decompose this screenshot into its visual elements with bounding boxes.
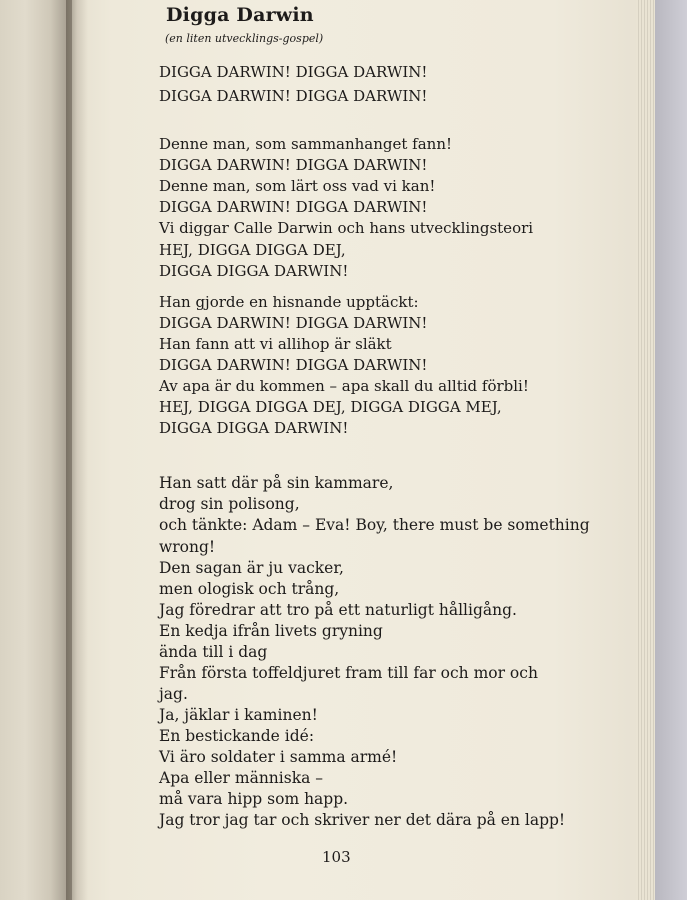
poem-line: Han gjorde en hisnande upptäckt: (159, 293, 419, 311)
poem-line: Av apa är du kommen – apa skall du alltid förbli! (159, 377, 529, 395)
poem-line: Vi äro soldater i samma armé! (159, 748, 398, 766)
poem-line: Denne man, som lärt oss vad vi kan! (159, 177, 436, 195)
poem-line: En bestickande idé: (159, 727, 315, 745)
book-gutter (66, 0, 88, 900)
poem-line: jag. (159, 685, 188, 703)
table-surface (655, 0, 687, 900)
poem-line: HEJ, DIGGA DIGGA DEJ, (159, 241, 346, 259)
poem-line: wrong! (159, 538, 216, 556)
page-edges (636, 0, 656, 900)
poem-title: Digga Darwin (166, 4, 314, 26)
poem-line: En kedja ifrån livets gryning (159, 622, 383, 640)
poem-line: Jag tror jag tar och skriver ner det dära på en lapp! (159, 811, 566, 829)
poem-line: må vara hipp som happ. (159, 790, 349, 808)
poem-line: DIGGA DARWIN! DIGGA DARWIN! (159, 198, 428, 216)
poem-line: DIGGA DARWIN! DIGGA DARWIN! (159, 314, 428, 332)
poem-line: Han fann att vi allihop är släkt (159, 335, 392, 353)
poem-line: och tänkte: Adam – Eva! Boy, there must be something (159, 516, 590, 534)
poem-line: Jag föredrar att tro på ett naturligt hålligång. (159, 601, 517, 619)
poem-line: DIGGA DARWIN! DIGGA DARWIN! (159, 63, 428, 81)
poem-line: Från första toffeldjuret fram till far och mor och (159, 664, 538, 682)
poem-line: ända till i dag (159, 643, 268, 661)
poem-line: drog sin polisong, (159, 495, 300, 513)
poem-line: Vi diggar Calle Darwin och hans utvecklingsteori (159, 219, 534, 237)
poem-line: DIGGA DARWIN! DIGGA DARWIN! (159, 156, 428, 174)
poem-line: Han satt där på sin kammare, (159, 474, 394, 492)
poem-line: DIGGA DARWIN! DIGGA DARWIN! (159, 87, 428, 105)
poem-line: DIGGA DARWIN! DIGGA DARWIN! (159, 356, 428, 374)
page-number: 103 (322, 848, 351, 866)
poem-subtitle: (en liten utvecklings-gospel) (165, 32, 324, 45)
poem-line: Den sagan är ju vacker, (159, 559, 344, 577)
poem-line: Ja, jäklar i kaminen! (159, 706, 318, 724)
left-page (0, 0, 72, 900)
poem-line: HEJ, DIGGA DIGGA DEJ, DIGGA DIGGA MEJ, (159, 398, 502, 416)
poem-line: Apa eller människa – (159, 769, 324, 787)
poem-line: Denne man, som sammanhanget fann! (159, 135, 453, 153)
poem-line: men ologisk och trång, (159, 580, 340, 598)
poem-line: DIGGA DIGGA DARWIN! (159, 262, 349, 280)
poem-line: DIGGA DIGGA DARWIN! (159, 419, 349, 437)
